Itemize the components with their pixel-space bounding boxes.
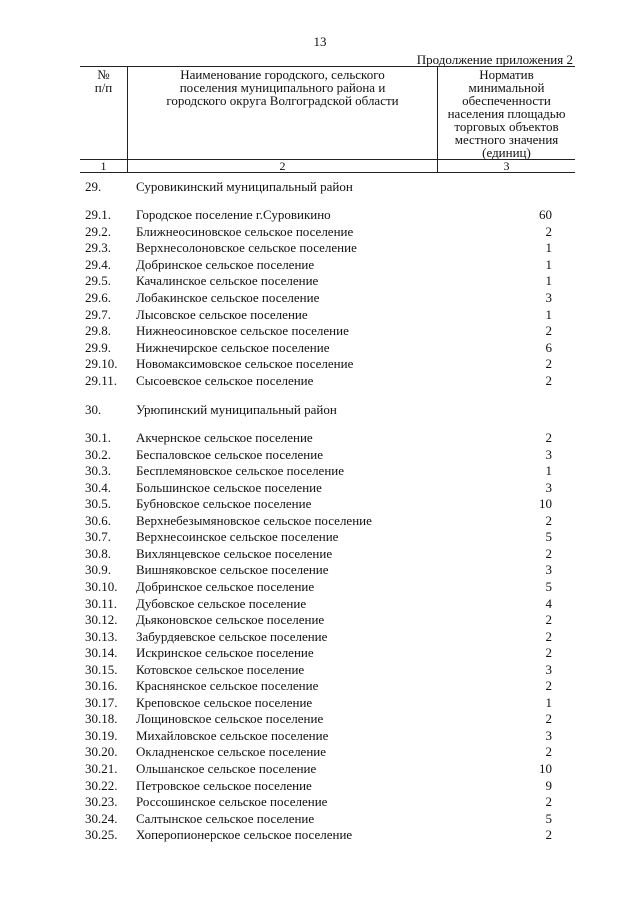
table-row — [0, 827, 640, 843]
settlement-name: Вихлянцевское сельское поселение — [136, 545, 333, 561]
settlement-name: Большинское сельское поселение — [136, 479, 322, 495]
settlement-name: Россошинское сельское поселение — [136, 794, 328, 810]
settlement-name: Хоперопионерское сельское поселение — [136, 827, 353, 843]
row-number: 29.7. — [85, 306, 111, 322]
norm-value: 2 — [545, 678, 552, 694]
table-row — [0, 662, 640, 678]
norm-value: 2 — [545, 512, 552, 528]
row-number: 30.16. — [85, 678, 118, 694]
table-row — [0, 612, 640, 628]
settlement-name: Дьяконовское сельское поселение — [136, 612, 325, 628]
norm-value: 3 — [545, 479, 552, 495]
row-number: 30.8. — [85, 545, 111, 561]
settlement-name: Дубовское сельское поселение — [136, 595, 307, 611]
norm-value: 1 — [545, 273, 552, 289]
row-number: 30.22. — [85, 777, 118, 793]
row-number: 29.5. — [85, 273, 111, 289]
column-number-3: 3 — [438, 160, 576, 173]
table-row — [0, 811, 640, 827]
row-number: 30.5. — [85, 496, 111, 512]
row-number: 29.11. — [85, 373, 118, 388]
settlement-name: Искринское сельское поселение — [136, 645, 314, 661]
row-number: 29.2. — [85, 223, 111, 239]
row-number: 30.1. — [85, 430, 111, 445]
table-row — [0, 207, 640, 223]
settlement-name: Забурдяевское сельское поселение — [136, 628, 328, 644]
table-row — [0, 778, 640, 794]
settlement-name: Нижнечирское сельское поселение — [136, 339, 330, 355]
settlement-name: Нижнеосиновское сельское поселение — [136, 323, 349, 339]
district-title: Суровикинский муниципальный район — [136, 179, 353, 194]
table-header — [80, 66, 575, 172]
table-row — [0, 645, 640, 661]
continuation-note: Продолжение приложения 2 — [416, 52, 573, 67]
settlement-name: Лысовское сельское поселение — [136, 306, 308, 322]
norm-value: 3 — [545, 562, 552, 578]
settlement-name: Вишняковское сельское поселение — [136, 562, 329, 578]
row-number: 30.18. — [85, 711, 118, 727]
row-number: 30.14. — [85, 645, 118, 661]
row-number: 29.10. — [85, 356, 118, 372]
table-row — [0, 579, 640, 595]
norm-value: 1 — [545, 240, 552, 256]
row-number: 30.23. — [85, 794, 118, 810]
table-row — [0, 273, 640, 289]
norm-value: 6 — [545, 339, 552, 355]
norm-value: 2 — [545, 612, 552, 628]
column-number-2: 2 — [128, 160, 438, 173]
table-row — [0, 728, 640, 744]
table-row — [0, 629, 640, 645]
table-row — [0, 546, 640, 562]
norm-value: 1 — [545, 306, 552, 322]
norm-value: 2 — [545, 430, 552, 445]
norm-value: 2 — [545, 744, 552, 760]
table-row — [0, 794, 640, 810]
settlement-name: Ольшанское сельское поселение — [136, 761, 317, 776]
table-row — [0, 240, 640, 256]
header-col-name — [128, 66, 438, 160]
settlement-name: Михайловское сельское поселение — [136, 727, 329, 743]
row-number: 30.13. — [85, 628, 118, 644]
norm-value: 9 — [545, 777, 552, 793]
table-row — [0, 596, 640, 612]
table-row — [0, 373, 640, 389]
settlement-name: Салтынское сельское поселение — [136, 810, 315, 826]
column-number-1: 1 — [80, 160, 128, 173]
norm-value: 5 — [545, 578, 552, 594]
settlement-name: Добринское сельское поселение — [136, 256, 315, 272]
row-number: 30.25. — [85, 827, 118, 843]
table-row — [0, 447, 640, 463]
row-number: 29.6. — [85, 290, 111, 305]
table-row — [0, 711, 640, 727]
norm-value: 1 — [545, 463, 552, 479]
norm-value: 1 — [545, 256, 552, 272]
header-col-norm — [438, 66, 576, 160]
table-row — [0, 257, 640, 273]
settlement-name: Качалинское сельское поселение — [136, 273, 319, 289]
row-number: 30.20. — [85, 744, 118, 760]
header-col-name-text: Наименование городского, сельского поселения муниципального района и городского округа Волгоградской области — [166, 67, 399, 108]
settlement-name: Котовское сельское поселение — [136, 661, 305, 677]
row-number: 30.17. — [85, 694, 118, 710]
norm-value: 5 — [545, 810, 552, 826]
row-number: 30.15. — [85, 661, 118, 677]
settlement-name: Городское поселение г.Суровикино — [136, 207, 331, 222]
norm-value: 2 — [545, 323, 552, 339]
header-col-number — [80, 66, 128, 160]
settlement-name: Сысоевское сельское поселение — [136, 373, 314, 388]
norm-value: 2 — [545, 223, 552, 239]
row-number: 29.4. — [85, 256, 111, 272]
table-row — [0, 430, 640, 446]
norm-value: 2 — [545, 356, 552, 372]
settlement-name: Лобакинское сельское поселение — [136, 290, 320, 305]
table-row — [0, 224, 640, 240]
table-row — [0, 513, 640, 529]
norm-value: 60 — [539, 207, 552, 222]
norm-value: 2 — [545, 373, 552, 388]
row-number: 29.9. — [85, 339, 111, 355]
norm-value: 4 — [545, 595, 552, 611]
row-number: 30.6. — [85, 512, 111, 528]
table-row — [0, 695, 640, 711]
table-row — [0, 323, 640, 339]
table-row — [0, 761, 640, 777]
settlement-name: Акчернское сельское поселение — [136, 430, 313, 445]
table-row — [0, 480, 640, 496]
header-col-number-text: № п/п — [94, 67, 113, 95]
norm-value: 2 — [545, 827, 552, 843]
norm-value: 3 — [545, 290, 552, 305]
settlement-name: Верхнесолоновское сельское поселение — [136, 240, 357, 256]
norm-value: 2 — [545, 711, 552, 727]
district-title: Урюпинский муниципальный район — [136, 402, 337, 417]
district-number: 30. — [85, 402, 102, 417]
row-number: 30.24. — [85, 810, 118, 826]
settlement-name: Верхнесоинское сельское поселение — [136, 529, 339, 545]
norm-value: 3 — [545, 446, 552, 462]
row-number: 30.4. — [85, 479, 111, 495]
table-row — [0, 290, 640, 306]
settlement-name: Верхнебезымяновское сельское поселение — [136, 512, 372, 528]
norm-value: 2 — [545, 645, 552, 661]
settlement-name: Бубновское сельское поселение — [136, 496, 312, 512]
table-row — [0, 340, 640, 356]
norm-value: 3 — [545, 727, 552, 743]
row-number: 29.1. — [85, 207, 111, 222]
settlement-name: Бесплемяновское сельское поселение — [136, 463, 345, 479]
row-number: 30.11. — [85, 595, 118, 611]
district-heading — [0, 179, 640, 195]
row-number: 30.19. — [85, 727, 118, 743]
table-row — [0, 562, 640, 578]
table-row — [0, 463, 640, 479]
settlement-name: Лощиновское сельское поселение — [136, 711, 324, 727]
settlement-name: Новомаксимовское сельское поселение — [136, 356, 354, 372]
row-number: 29.8. — [85, 323, 111, 339]
table-row — [0, 496, 640, 512]
settlement-name: Креповское сельское поселение — [136, 694, 313, 710]
row-number: 30.10. — [85, 578, 118, 594]
norm-value: 1 — [545, 694, 552, 710]
row-number: 29.3. — [85, 240, 111, 256]
norm-value: 2 — [545, 545, 552, 561]
settlement-name: Ближнеосиновское сельское поселение — [136, 223, 354, 239]
row-number: 30.7. — [85, 529, 111, 545]
settlement-name: Добринское сельское поселение — [136, 578, 315, 594]
settlement-name: Окладненское сельское поселение — [136, 744, 327, 760]
row-number: 30.12. — [85, 612, 118, 628]
table-row — [0, 744, 640, 760]
norm-value: 5 — [545, 529, 552, 545]
table-bottom-border — [80, 172, 575, 173]
row-number: 30.21. — [85, 761, 118, 776]
district-heading — [0, 402, 640, 418]
header-col-norm-text: Норматив минимальной обеспеченности населения площадью торговых объектов местного значения (единиц) — [447, 67, 566, 160]
norm-value: 2 — [545, 628, 552, 644]
settlement-name: Краснянское сельское поселение — [136, 678, 319, 694]
norm-value: 10 — [539, 761, 552, 776]
table-row — [0, 529, 640, 545]
row-number: 30.2. — [85, 446, 111, 462]
page-number: 13 — [313, 34, 327, 49]
table-row — [0, 678, 640, 694]
row-number: 30.3. — [85, 463, 111, 479]
norm-value: 3 — [545, 661, 552, 677]
table-row — [0, 307, 640, 323]
norm-value: 2 — [545, 794, 552, 810]
settlement-name: Беспаловское сельское поселение — [136, 446, 323, 462]
district-number: 29. — [85, 179, 102, 194]
norm-value: 10 — [539, 496, 552, 512]
row-number: 30.9. — [85, 562, 111, 578]
settlement-name: Петровское сельское поселение — [136, 777, 312, 793]
table-row — [0, 356, 640, 372]
